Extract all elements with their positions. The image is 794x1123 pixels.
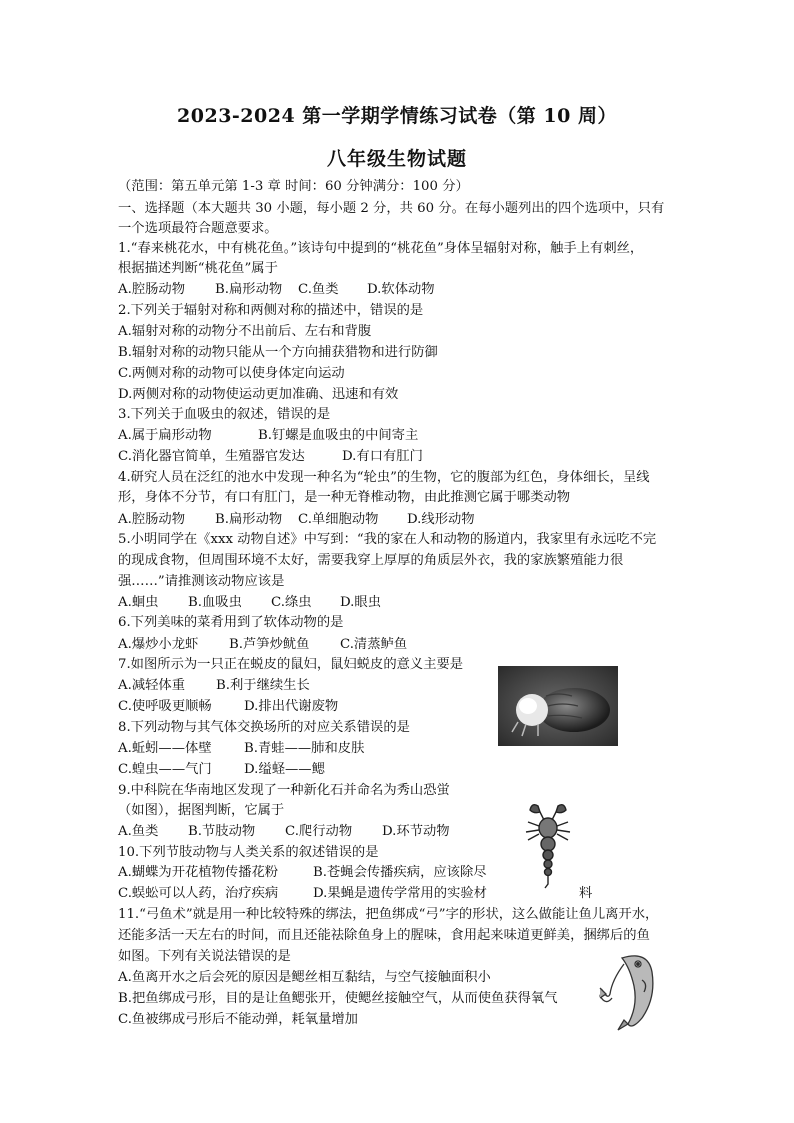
- q10-option-d-tail: 料: [579, 886, 593, 901]
- q11-option-c: C.鱼被绑成弓形后不能动弹，耗氧量增加: [118, 1012, 358, 1027]
- q5-option-c: C.绦虫: [271, 595, 312, 610]
- q4-stem-line-1: 4.研究人员在泛红的池水中发现一种名为“轮虫”的生物，它的腹部为红色，身体细长，呈线: [118, 470, 650, 485]
- q9-option-b: B.节肢动物: [188, 824, 256, 839]
- q7-stem: 7.如图所示为一只正在蜕皮的鼠妇，鼠妇蜕皮的意义主要是: [118, 657, 464, 672]
- q2-option-d: D.两侧对称的动物使运动更加准确、迅速和有效: [118, 387, 399, 402]
- q1-stem-line-1: 1.“春来桃花水，中有桃花鱼。”该诗句中提到的“桃花鱼”身体呈辐射对称，触手上有刺丝，: [118, 241, 644, 256]
- q10-option-b: B.苍蝇会传播疾病，应该除尽: [313, 865, 487, 880]
- q9-option-d: D.环节动物: [382, 824, 450, 839]
- q5-options: [118, 594, 381, 612]
- q11-option-a: A.鱼离开水之后会死的原因是鳃丝相互黏结，与空气接触面积小: [118, 970, 491, 985]
- q7-option-a: A.减轻体重: [118, 678, 186, 693]
- exam-subtitle: 八年级生物试题: [326, 148, 467, 170]
- q8-option-d: D.缢蛏——鳃: [244, 762, 325, 777]
- q7-option-b: B.利于继续生长: [216, 678, 310, 693]
- q7-options-row-1: [118, 677, 310, 695]
- q4-stem-line-2: 形，身体不分节，有口有肛门，是一种无脊椎动物，由此推测它属于哪类动物: [118, 490, 571, 505]
- q10-options-row-1: [118, 864, 487, 882]
- q6-option-b: B.芦笋炒鱿鱼: [229, 637, 310, 652]
- q7-option-c: C.使呼吸更顺畅: [118, 699, 212, 714]
- q1-options: [118, 281, 435, 299]
- q8-option-c: C.蝗虫——气门: [118, 762, 212, 777]
- q7-option-d: D.排出代谢废物: [244, 699, 339, 714]
- q9-option-a: A.鱼类: [118, 824, 159, 839]
- q8-options-row-1: [118, 740, 364, 758]
- q11-stem-line-2: 还能多活一天左右的时间，而且还能祛除鱼身上的腥味，食用起来味道更鲜美，捆绑后的鱼: [118, 928, 650, 943]
- q9-stem-line-1: 9.中科院在华南地区发现了一种新化石并命名为秀山恐蛍: [118, 783, 450, 798]
- q4-option-a: A.腔肠动物: [118, 512, 186, 527]
- q2-stem: 2.下列关于辐射对称和两侧对称的描述中，错误的是: [118, 303, 424, 318]
- q2-option-a: A.辐射对称的动物分不出前后、左右和背腹: [118, 324, 372, 339]
- q9-options: [118, 823, 450, 841]
- q4-options: [118, 511, 475, 529]
- bound-fish-drawing: [598, 950, 664, 1032]
- q5-stem-line-2: 的现成食物，但周围环境不太好，需要我穿上厚厚的角质层外衣，我的家族繁殖能力很: [118, 553, 624, 568]
- q3-option-a: A.属于扁形动物: [118, 428, 212, 443]
- q1-option-a: A.腔肠动物: [118, 282, 186, 297]
- q3-option-b: B.钉螺是血吸虫的中间寄主: [258, 428, 419, 443]
- q6-option-c: C.清蒸鲈鱼: [340, 637, 408, 652]
- q2-option-b: B.辐射对称的动物只能从一个方向捕获猎物和进行防御: [118, 345, 438, 360]
- q8-options-row-2: [118, 761, 325, 779]
- q8-stem: 8.下列动物与其气体交换场所的对应关系错误的是: [118, 720, 410, 735]
- instructions-line-2: 一个选项最符合题意要求。: [118, 221, 278, 236]
- q1-stem-line-2: 根据描述判断“桃花鱼”属于: [118, 261, 278, 276]
- q3-stem: 3.下列关于血吸虫的叙述，错误的是: [118, 407, 331, 422]
- q1-option-d: D.软体动物: [367, 282, 435, 297]
- exam-scope: （范围：第五单元第 1-3 章 时间：60 分钟满分：100 分）: [118, 179, 469, 194]
- q1-option-c: C.鱼类: [298, 282, 339, 297]
- q4-option-c: C.单细胞动物: [298, 512, 379, 527]
- q11-stem-line-1: 11.“弓鱼术”就是用一种比较特殊的绑法，把鱼绑成“弓”字的形状，这么做能让鱼儿离开水，: [118, 907, 659, 922]
- instructions-line-1: 一、选择题（本大题共 30 小题，每小题 2 分，共 60 分。在每小题列出的四个选项中，只有: [118, 201, 665, 216]
- scorpion-fossil-drawing: [520, 800, 576, 890]
- q8-option-b: B.青蛙——肺和皮肤: [244, 741, 365, 756]
- q10-option-d: D.果蝇是遗传学常用的实验材: [313, 886, 487, 901]
- q9-option-c: C.爬行动物: [285, 824, 353, 839]
- q6-options: [118, 636, 407, 654]
- q5-option-a: A.蛔虫: [118, 595, 159, 610]
- q11-option-b: B.把鱼绑成弓形，目的是让鱼鳃张开，使鳃丝接触空气，从而使鱼获得氧气: [118, 991, 558, 1006]
- q4-option-d: D.线形动物: [407, 512, 475, 527]
- q6-stem: 6.下列美味的菜肴用到了软体动物的是: [118, 615, 344, 630]
- q11-stem-line-3: 如图。下列有关说法错误的是: [118, 949, 291, 964]
- q3-option-c: C.消化器官简单，生殖器官发达: [118, 449, 305, 464]
- q10-option-a: A.蝴蝶为开花植物传播花粉: [118, 865, 279, 880]
- q10-option-c: C.蜈蚣可以人药，治疗疾病: [118, 886, 279, 901]
- q8-option-a: A.蚯蚓——体壁: [118, 741, 212, 756]
- q3-options-row-1: [118, 427, 418, 445]
- q10-stem: 10.下列节肢动物与人类关系的叙述错误的是: [118, 845, 379, 860]
- q5-option-d: D.眼虫: [340, 595, 382, 610]
- woodlouse-photo: [498, 666, 618, 746]
- q5-option-b: B.血吸虫: [188, 595, 242, 610]
- q6-option-a: A.爆炒小龙虾: [118, 637, 199, 652]
- q9-stem-line-2: （如图），据图判断，它属于: [118, 803, 285, 818]
- q3-option-d: D.有口有肛门: [342, 449, 423, 464]
- q4-option-b: B.扁形动物: [215, 512, 283, 527]
- q2-option-c: C.两侧对称的动物可以使身体定向运动: [118, 366, 345, 381]
- q3-options-row-2: [118, 448, 423, 466]
- q5-stem-line-1: 5.小明同学在《xxx 动物自述》中写到：“我的家在人和动物的肠道内，我家里有永远吃不完: [118, 532, 657, 547]
- q5-stem-line-3: 强……”请推测该动物应该是: [118, 574, 285, 589]
- q1-option-b: B.扁形动物: [215, 282, 283, 297]
- exam-title: 2023-2024 第一学期学情练习试卷（第 10 周）: [177, 105, 617, 127]
- q7-options-row-2: [118, 698, 338, 716]
